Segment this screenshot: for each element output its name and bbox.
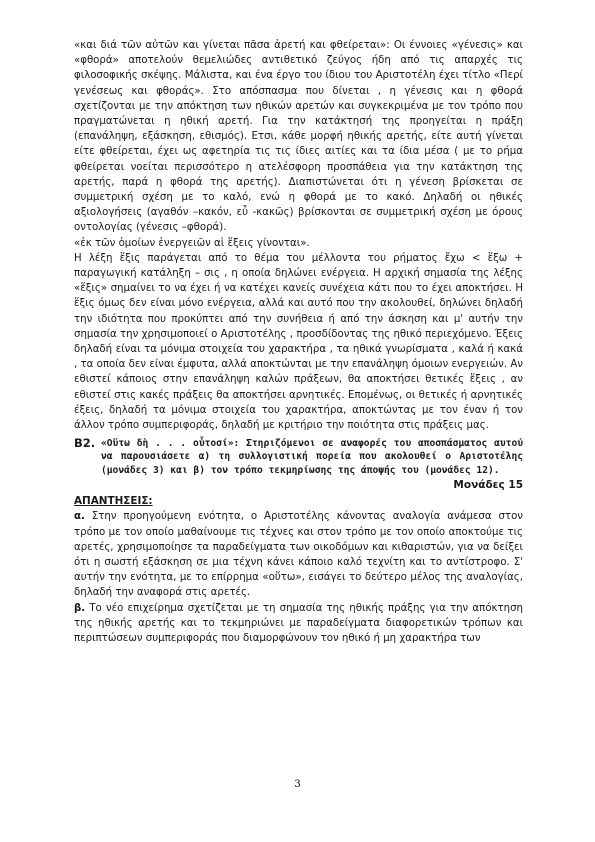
answer-beta-label: β. — [74, 602, 86, 614]
quote-exeis: «ἐκ τῶν ὁμοίων ἐνεργειῶν αἱ ἕξεις γίνονται». — [74, 237, 310, 249]
answer-alpha-text: Στην προηγούμενη ενότητα, ο Αριστοτέλης κάνοντας αναλογία ανάμεσα στον τρόπο με τον οποίο μαθαίνουμε τις τέχνες και στον τρόπο με τον οποίο αποκτούμε τις αρετές, χρησιμοποίησε τα παραδείγματα των οικοδόμων και κιθαριστών, για να δείξει ότι η σωστή εξάσκηση σε μια τέχνη κάνει κάποιο καλό τεχνίτη και το αντίστροφο. Σ' αυτήν την ενότητα, με το επίρρημα «οὕτω», εισάγει το δεύτερο μέλος της αναλογίας, δηλαδή την αναφορά στις αρετές. — [74, 511, 523, 599]
answer-alpha — [74, 509, 523, 600]
question-text: «Οὕτω δὴ . . . οὗτοσί»: Στηριζόμενοι σε αναφορές του αποσπάσματος αυτού να παρουσιάσετε α) τη συλλογιστική πορεία που ακολουθεί ο Αριστοτέλης (μονάδες 3) και β) τον τρόπο τεκμηρίωσης της άποψής του (μονάδες 12). — [101, 438, 523, 476]
paragraph-genesis-phthora: «και διά τῶν αὐτῶν και γίνεται πᾶσα ἀρετή και φθείρεται»: Οι έννοιες «γένεσις» και «φθορά» αποτελούν θεμελιώδες αντιθετικό ζεύγος ήδη από τις απαρχές τις φιλοσοφικής σκέψης. Μάλιστα, και ένα έργο του ίδιου του Αριστοτέλη έχει τίτλο «Περί γενέσεως και φθοράς». Στο απόσπασμα που δίνεται , η γένεσις και η φθορά σχετίζονται με την απόκτηση των ηθικών αρετών και συγκεκριμένα με τον τρόπο που πραγματώνεται η ηθική αρετή. Για την κατάκτησή της προηγείται η πράξη (επανάληψη, εξάσκηση, εθισμός). Ετσι, κάθε μορφή ηθικής αρετής, είτε αυτή γίνεται είτε φθείρεται, έχει ως αφετηρία τις τις ίδιες αιτίες και τα ίδια μέσα ( με το ρήμα φθείρεται νοείται περισσότερο η ατελέσφορη προσπάθεια για την κατάκτηση της αρετής, παρά η φθορά της αρετής). Διαπιστώνεται ότι η γένεση βρίσκεται σε συμμετρική σχέση με το καλό, ενώ η φθορά με το κακό. Δηλαδή οι ηθικές αξιολογήσεις (αγαθόν –κακόν, εὖ -κακῶς) βρίσκονται σε συμμετρική σχέση με όρους οντολογίας (γένεσις –φθορά). — [74, 40, 523, 234]
paragraph-exis-meaning: Η λέξη ἕξις παράγεται από το θέμα του μέλλοντα του ρήματος ἔχω < ἕξω + παραγωγική κατάληξη – σις , η οποία δηλώνει ενέργεια. Η αρχική σημασία της λέξης «ἕξις» σημαίνει το να έχει ή να κατέχει κανείς συνέχεια κάτι που το έχει αποκτήσει. Η ἕξις όμως δεν είναι μόνο ενέργεια, αλλά και αυτό που την ακολουθεί, δηλώνει δηλαδή την ιδιότητα που προκύπτει από την συνήθεια ή από την άσκηση και μ' αυτήν την σημασία την χρησιμοποιεί ο Αριστοτέλης , προσδίδοντας της ηθικό περιεχόμενο. Έξεις δηλαδή είναι τα μόνιμα στοιχεία του χαρακτήρα , τα ηθικά γνωρίσματα , καλά ή κακά , τα οποία δεν είναι έμφυτα, αλλά αποκτώνται με την επανάληψη όμοιων ενεργειών. Αν εθιστεί κάποιος στην επανάληψη καλών πράξεων, θα αποκτήσει θετικές ἕξεις , αν εθιστεί στις κακές πράξεις θα αποκτήσει αρνητικές. Επομένως, οι θετικές ή αρνητικές έξεις, δηλαδή τα μόνιμα στοιχεία του χαρακτήρα, αποκτώντας με τον έναν ή τον άλλον τρόπο συμπεριφοράς, δηλαδή με κριτήριο την ποιότητα στις πράξεις μας. — [74, 252, 523, 432]
question-marks: Μονάδες 15 — [453, 478, 523, 491]
answer-beta-text: Το νέο επιχείρημα σχετίζεται με τη σημασία της ηθικής πράξης για την απόκτηση της ηθικής αρετής και το τεκμηριώνει με παραδείγματα διαφορετικών τρόπων και περιπτώσεων συμπεριφοράς που διαμορφώνουν τον ηθικό ή μη χαρακτήρα των — [74, 602, 523, 644]
question-b2 — [74, 437, 523, 477]
answer-alpha-label: α. — [74, 511, 85, 523]
answers-heading: ΑΠΑΝΤΗΣΕΙΣ: — [74, 495, 153, 508]
answer-beta — [74, 601, 523, 647]
question-number: Β2. — [74, 436, 96, 451]
page-number: 3 — [294, 779, 301, 790]
